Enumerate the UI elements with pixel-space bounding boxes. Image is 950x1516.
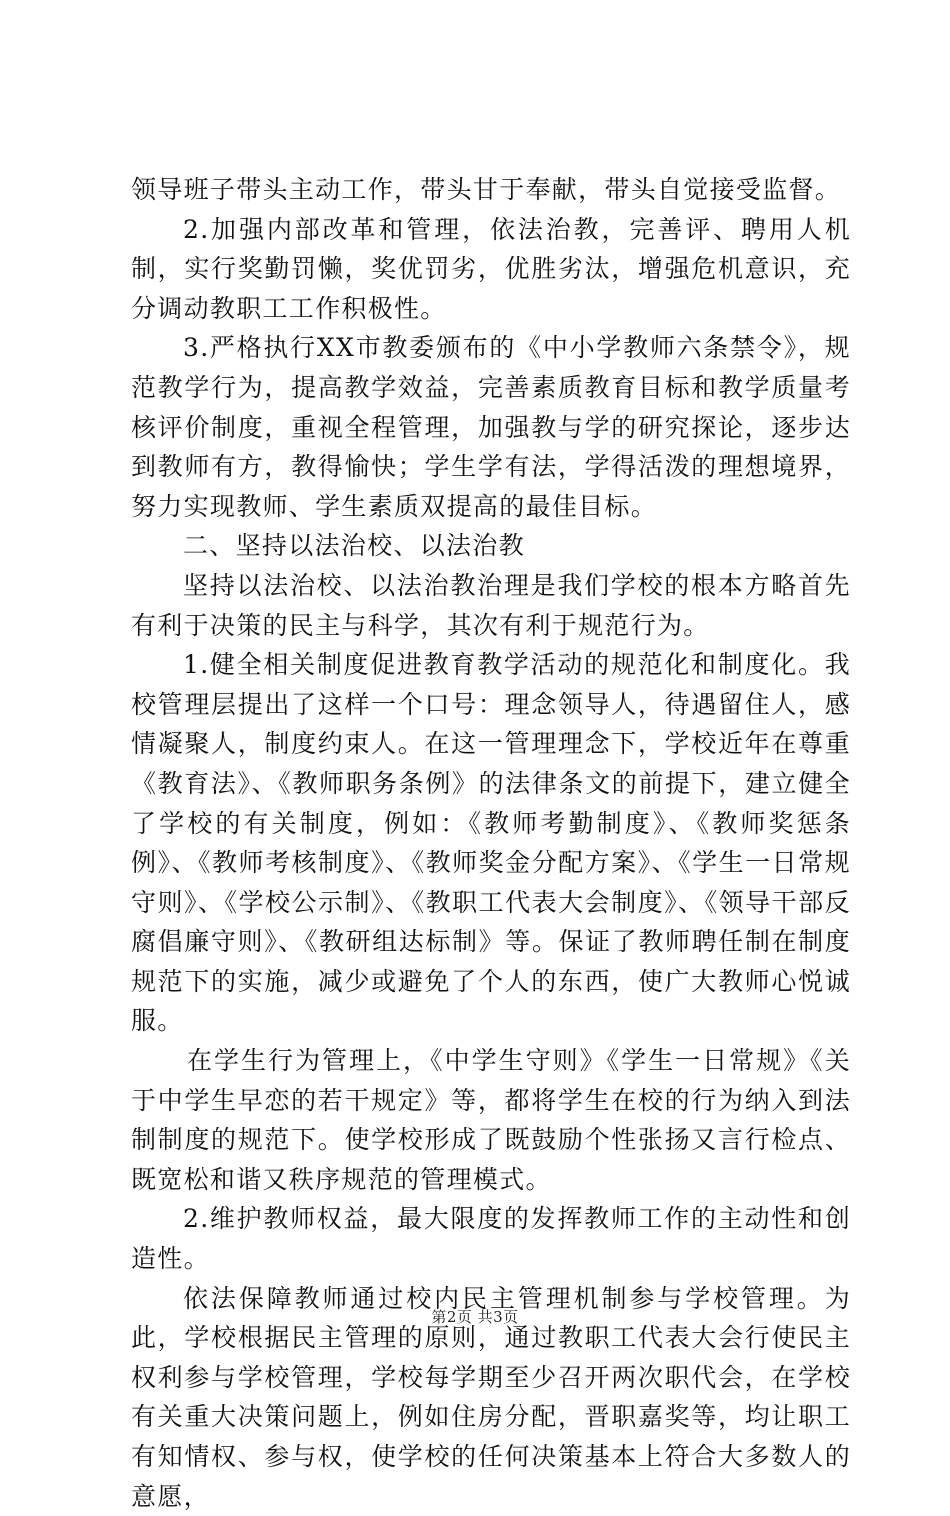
paragraph-1: 领导班子带头主动工作，带头甘于奉献，带头自觉接受监督。: [131, 175, 842, 204]
paragraph-2: 2.加强内部改革和管理，依法治教，完善评、聘用人机制，实行奖勤罚懒，奖优罚劣，优胜劣汰，增强危机意识，充分调动教职工工作积极性。: [131, 214, 851, 323]
paragraph-6: 1.健全相关制度促进教育教学活动的规范化和制度化。我校管理层提出了这样一个口号：理念领导人，待遇留住人，感情凝聚人，制度约束人。在这一管理理念下，学校近年在尊重《教育法》、《教师职务条例》的法律条文的前提下，建立健全了学校的有关制度，例如：《教师考勤制度》、《教师奖惩条例》、《教师考核制度》、《教师奖金分配方案》、《学生一日常规守则》、《学校公示制》、《教职工代表大会制度》、《领导干部反腐倡廉守则》、《教研组达标制》等。保证了教师聘任制在制度规范下的实施，减少或避免了个人的东西，使广大教师心悦诚服。: [131, 650, 851, 1036]
paragraph-8: 2.维护教师权益，最大限度的发挥教师工作的主动性和创造性。: [131, 1204, 851, 1274]
section-heading: 二、坚持以法治校、以法治教: [183, 531, 525, 561]
paragraph-3: 3.严格执行XX市教委颁布的《中小学教师六条禁令》，规范教学行为，提高教学效益，完善素质教育目标和教学质量考核评价制度，重视全程管理，加强教与学的研究探论，逐步达到教师有方，教得愉快；学生学有法，学得活泼的理想境界，努力实现教师、学生素质双提高的最佳目标。: [131, 333, 851, 521]
page-number-footer: 第2页 共3页: [431, 1308, 519, 1326]
paragraph-5: 坚持以法治校、以法治教治理是我们学校的根本方略首先有利于决策的民主与科学，其次有利于规范行为。: [131, 570, 851, 640]
paragraph-9: 依法保障教师通过校内民主管理机制参与学校管理。为此，学校根据民主管理的原则，通过教职工代表大会行使民主权利参与学校管理，学校每学期至少召开两次职代会，在学校有关重大决策问题上，例如住房分配，晋职嘉奖等，均让职工有知情权、参与权，使学校的任何决策基本上符合大多数人的意愿，: [131, 1283, 851, 1511]
paragraph-7: 在学生行为管理上，《中学生守则》《学生一日常规》《关于中学生早恋的若干规定》等，都将学生在校的行为纳入到法制制度的规范下。使学校形成了既鼓励个性张扬又言行检点、既宽松和谐又秩序规范的管理模式。: [131, 1046, 851, 1194]
